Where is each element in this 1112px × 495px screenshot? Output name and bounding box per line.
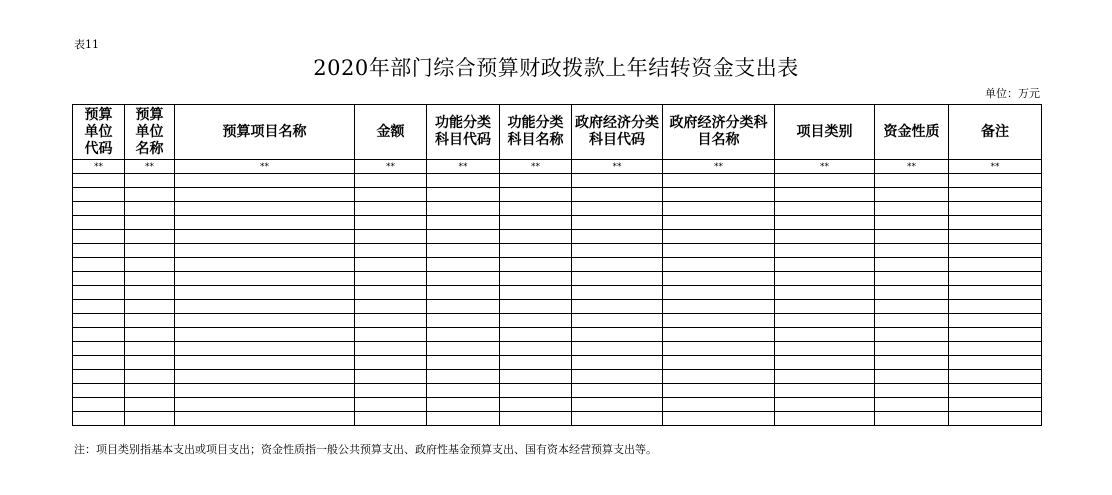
table-cell [355, 230, 427, 244]
table-cell [125, 342, 175, 356]
table-cell [355, 202, 427, 216]
table-cell [500, 398, 572, 412]
table-cell [73, 202, 125, 216]
table-cell [949, 286, 1042, 300]
table-cell [355, 244, 427, 258]
table-cell [949, 258, 1042, 272]
table-cell [355, 398, 427, 412]
table-cell [427, 258, 500, 272]
table-cell [949, 174, 1042, 188]
table-row [73, 230, 1042, 244]
table-cell [125, 328, 175, 342]
table-cell [175, 244, 355, 258]
table-cell [949, 342, 1042, 356]
table-cell [949, 216, 1042, 230]
table-cell [175, 286, 355, 300]
table-cell [175, 230, 355, 244]
table-cell [355, 272, 427, 286]
table-cell [175, 314, 355, 328]
table-cell: ** [949, 160, 1042, 174]
table-cell [875, 356, 949, 370]
table-cell [663, 370, 775, 384]
table-row [73, 272, 1042, 286]
table-cell [427, 300, 500, 314]
table-cell [175, 342, 355, 356]
table-cell [500, 356, 572, 370]
table-cell [427, 342, 500, 356]
table-cell [500, 174, 572, 188]
table-cell [775, 398, 875, 412]
col-header-amount: 金额 [355, 105, 427, 160]
table-row [73, 216, 1042, 230]
table-cell [775, 216, 875, 230]
table-cell [949, 300, 1042, 314]
unit-label: 单位：万元 [985, 87, 1040, 100]
table-cell: ** [175, 160, 355, 174]
table-row [73, 398, 1042, 412]
table-cell [949, 412, 1042, 426]
table-cell [775, 314, 875, 328]
table-cell [775, 258, 875, 272]
table-cell [663, 398, 775, 412]
table-cell [875, 300, 949, 314]
table-cell [663, 230, 775, 244]
table-cell [427, 314, 500, 328]
table-cell [663, 356, 775, 370]
table-row [73, 384, 1042, 398]
table-cell [175, 300, 355, 314]
table-cell [73, 272, 125, 286]
table-cell [175, 370, 355, 384]
table-cell [875, 342, 949, 356]
table-cell [875, 244, 949, 258]
table-cell [663, 328, 775, 342]
table-cell [500, 202, 572, 216]
table-cell [775, 300, 875, 314]
table-cell: ** [572, 160, 663, 174]
table-row [73, 412, 1042, 426]
table-cell [73, 356, 125, 370]
table-cell [572, 272, 663, 286]
table-cell [572, 300, 663, 314]
table-cell [572, 188, 663, 202]
table-cell [775, 384, 875, 398]
table-cell [663, 258, 775, 272]
table-cell [663, 202, 775, 216]
table-cell [875, 216, 949, 230]
table-cell [175, 216, 355, 230]
table-cell [949, 314, 1042, 328]
table-cell [500, 384, 572, 398]
table-row [73, 174, 1042, 188]
table-cell [73, 174, 125, 188]
table-cell [125, 244, 175, 258]
table-cell [572, 216, 663, 230]
marker-row [73, 160, 1042, 174]
table-cell [73, 328, 125, 342]
table-cell [73, 188, 125, 202]
table-cell [775, 370, 875, 384]
table-cell: ** [427, 160, 500, 174]
table-cell [355, 300, 427, 314]
table-cell [572, 244, 663, 258]
table-cell [175, 272, 355, 286]
table-cell [875, 272, 949, 286]
table-number: 表11 [74, 38, 99, 51]
table-cell [125, 314, 175, 328]
table-cell [427, 286, 500, 300]
table-cell: ** [125, 160, 175, 174]
table-cell [875, 258, 949, 272]
table-cell [572, 342, 663, 356]
table-cell: ** [500, 160, 572, 174]
table-cell [427, 202, 500, 216]
table-cell [663, 412, 775, 426]
table-cell [427, 272, 500, 286]
table-cell [355, 258, 427, 272]
table-cell [572, 202, 663, 216]
table-cell [663, 314, 775, 328]
table-cell [875, 286, 949, 300]
table-cell: ** [775, 160, 875, 174]
table-cell [125, 286, 175, 300]
budget-table [72, 104, 1042, 426]
table-cell [175, 412, 355, 426]
table-cell [875, 328, 949, 342]
table-cell [500, 300, 572, 314]
table-cell [175, 398, 355, 412]
table-cell [775, 328, 875, 342]
table-cell [125, 398, 175, 412]
table-row [73, 188, 1042, 202]
table-cell [775, 342, 875, 356]
col-header-econ-name: 政府经济分类科目名称 [663, 105, 775, 160]
col-header-econ-code: 政府经济分类科目代码 [572, 105, 663, 160]
table-cell [500, 216, 572, 230]
table-cell [663, 384, 775, 398]
table-cell [427, 216, 500, 230]
table-cell [125, 174, 175, 188]
table-cell [73, 398, 125, 412]
table-cell [427, 398, 500, 412]
table-cell [125, 384, 175, 398]
table-cell [73, 314, 125, 328]
table-cell [875, 188, 949, 202]
footnote: 注：项目类别指基本支出或项目支出；资金性质指一般公共预算支出、政府性基金预算支出、国有资本经营预算支出等。 [74, 443, 657, 456]
col-header-remarks: 备注 [949, 105, 1042, 160]
table-cell [355, 286, 427, 300]
col-header-project-name: 预算项目名称 [175, 105, 355, 160]
table-cell [355, 174, 427, 188]
table-cell: ** [355, 160, 427, 174]
table-cell [73, 286, 125, 300]
table-row [73, 328, 1042, 342]
table-cell [875, 230, 949, 244]
table-cell [125, 370, 175, 384]
table-cell [73, 300, 125, 314]
table-cell [427, 328, 500, 342]
table-cell [427, 244, 500, 258]
table-row [73, 370, 1042, 384]
col-header-unit-code: 预算单位代码 [73, 105, 125, 160]
table-cell [663, 216, 775, 230]
table-cell [775, 244, 875, 258]
table-cell [875, 384, 949, 398]
table-cell [125, 230, 175, 244]
table-cell [663, 342, 775, 356]
table-cell [572, 412, 663, 426]
table-cell [875, 398, 949, 412]
table-cell [875, 174, 949, 188]
table-cell [500, 328, 572, 342]
table-cell [663, 286, 775, 300]
table-cell [775, 356, 875, 370]
table-row [73, 286, 1042, 300]
table-cell [775, 412, 875, 426]
table-row [73, 356, 1042, 370]
table-cell [875, 314, 949, 328]
table-row [73, 202, 1042, 216]
table-cell [572, 286, 663, 300]
table-cell [175, 258, 355, 272]
table-cell [427, 384, 500, 398]
table-cell [572, 258, 663, 272]
table-cell [500, 370, 572, 384]
col-header-func-code: 功能分类科目代码 [427, 105, 500, 160]
table-cell [355, 384, 427, 398]
table-cell [572, 384, 663, 398]
table-row [73, 258, 1042, 272]
table-cell [663, 300, 775, 314]
table-cell [949, 328, 1042, 342]
table-cell [572, 174, 663, 188]
table-cell [663, 174, 775, 188]
table-cell [572, 314, 663, 328]
col-header-unit-name: 预算单位名称 [125, 105, 175, 160]
page-title: 2020年部门综合预算财政拨款上年结转资金支出表 [313, 56, 799, 80]
table-cell [175, 328, 355, 342]
table-cell [500, 412, 572, 426]
table-cell [572, 328, 663, 342]
table-cell [355, 342, 427, 356]
table-cell [73, 230, 125, 244]
table-cell [355, 412, 427, 426]
table-cell [355, 370, 427, 384]
table-cell [427, 188, 500, 202]
table-cell [775, 272, 875, 286]
table-cell [175, 202, 355, 216]
table-cell [572, 370, 663, 384]
table-cell [175, 356, 355, 370]
table-cell [73, 342, 125, 356]
table-cell [500, 286, 572, 300]
table-row [73, 342, 1042, 356]
table-cell [73, 370, 125, 384]
table-cell [125, 300, 175, 314]
table-cell [500, 230, 572, 244]
header-row [73, 105, 1042, 160]
table-cell [500, 244, 572, 258]
table-cell [73, 412, 125, 426]
table-cell [500, 258, 572, 272]
table-cell [500, 188, 572, 202]
table-cell [572, 230, 663, 244]
table-cell [663, 244, 775, 258]
table-cell [949, 202, 1042, 216]
table-cell [73, 384, 125, 398]
table-row [73, 314, 1042, 328]
table-cell [427, 174, 500, 188]
table-cell [775, 286, 875, 300]
table-cell [73, 258, 125, 272]
table-cell [73, 244, 125, 258]
table-cell [500, 314, 572, 328]
table-cell [355, 314, 427, 328]
col-header-fund-nature: 资金性质 [875, 105, 949, 160]
table-cell [875, 370, 949, 384]
table-cell [427, 230, 500, 244]
table-cell [875, 202, 949, 216]
table-cell [175, 188, 355, 202]
table-cell [125, 412, 175, 426]
table-cell [355, 188, 427, 202]
table-cell [427, 412, 500, 426]
table-cell: ** [875, 160, 949, 174]
table-cell [355, 216, 427, 230]
table-cell [572, 398, 663, 412]
col-header-func-name: 功能分类科目名称 [500, 105, 572, 160]
table-row [73, 244, 1042, 258]
table-cell [775, 230, 875, 244]
table-cell: ** [73, 160, 125, 174]
table-cell [949, 398, 1042, 412]
table-cell [949, 356, 1042, 370]
table-cell [125, 272, 175, 286]
table-cell [73, 216, 125, 230]
table-cell [427, 356, 500, 370]
table-cell [949, 272, 1042, 286]
table-cell [500, 272, 572, 286]
table-cell [949, 230, 1042, 244]
table-cell [775, 188, 875, 202]
table-cell [663, 272, 775, 286]
table-row [73, 300, 1042, 314]
table-cell [949, 370, 1042, 384]
table-cell [949, 244, 1042, 258]
table-cell [175, 384, 355, 398]
table-cell [175, 174, 355, 188]
table-cell [775, 202, 875, 216]
table-cell [949, 188, 1042, 202]
table-cell [125, 258, 175, 272]
table-cell [125, 216, 175, 230]
table-cell [500, 342, 572, 356]
table-cell [663, 188, 775, 202]
table-cell: ** [663, 160, 775, 174]
table-cell [355, 356, 427, 370]
table-cell [355, 328, 427, 342]
table-cell [125, 356, 175, 370]
table-cell [125, 202, 175, 216]
table-cell [125, 188, 175, 202]
table-cell [572, 356, 663, 370]
table-cell [875, 412, 949, 426]
table-cell [775, 174, 875, 188]
col-header-project-type: 项目类别 [775, 105, 875, 160]
table-cell [949, 384, 1042, 398]
table-cell [427, 370, 500, 384]
